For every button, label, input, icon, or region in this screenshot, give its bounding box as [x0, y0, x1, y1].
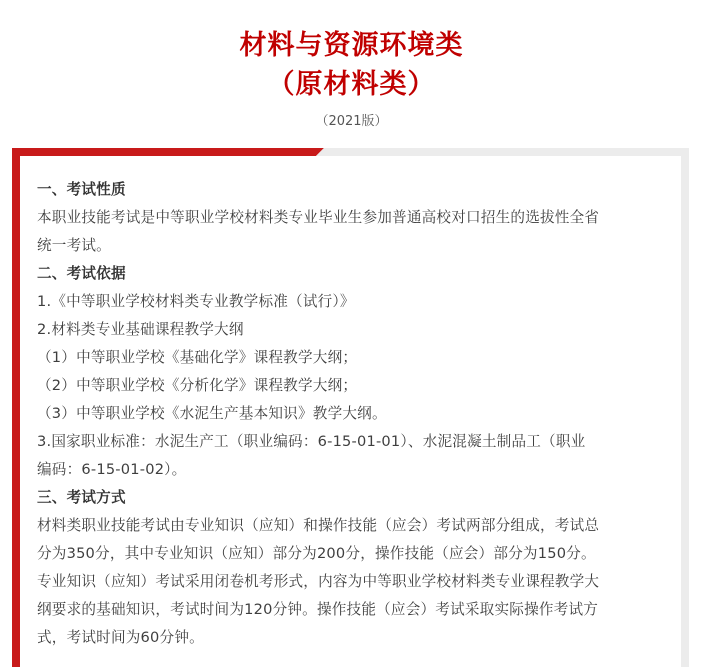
section-heading-basis: 二、考试依据 [37, 265, 126, 282]
section-text-line: 纲要求的基础知识，考试时间为120分钟。操作技能（应会）考试采取实际操作考试方 [37, 601, 599, 618]
section-text-line: 材料类职业技能考试由专业知识（应知）和操作技能（应会）考试两部分组成，考试总 [37, 517, 600, 534]
frame-left-red-bar [12, 148, 20, 667]
frame-top-grey-bar [316, 148, 689, 156]
section-text-line: 2.材料类专业基础课程教学大纲 [37, 321, 244, 338]
section-text-line: （1）中等职业学校《基础化学》课程教学大纲； [37, 349, 358, 366]
section-text-line: （3）中等职业学校《水泥生产基本知识》教学大纲。 [37, 405, 387, 422]
section-text-line: 统一考试。 [37, 237, 111, 254]
section-text-line: 本职业技能考试是中等职业学校材料类专业毕业生参加普通高校对口招生的选拔性全省 [37, 209, 600, 226]
section-text-line: 分为350分，其中专业知识（应知）部分为200分，操作技能（应会）部分为150分。 [37, 545, 596, 562]
frame-top-red-bar [12, 148, 324, 156]
version-label: （2021版） [315, 114, 388, 129]
page-title-line1: 材料与资源环境类 [239, 30, 464, 61]
section-text-line: 式，考试时间为60分钟。 [37, 629, 204, 646]
section-heading-method: 三、考试方式 [37, 489, 126, 506]
page-title-line2: （原材料类） [267, 69, 436, 100]
section-text-line: 3.国家职业标准：水泥生产工（职业编码：6-15-01-01）、水泥混凝土制品工（职业 [37, 433, 586, 450]
section-text-line: 编码：6-15-01-02）。 [37, 461, 187, 478]
section-heading-nature: 一、考试性质 [37, 181, 126, 198]
document-content [37, 176, 669, 652]
section-text-line: 专业知识（应知）考试采用闭卷机考形式，内容为中等职业学校材料类专业课程教学大 [37, 573, 600, 590]
section-text-line: （2）中等职业学校《分析化学》课程教学大纲； [37, 377, 358, 394]
section-text-line: 1.《中等职业学校材料类专业教学标准（试行）》 [37, 293, 355, 310]
frame-right-grey-bar [681, 148, 689, 667]
